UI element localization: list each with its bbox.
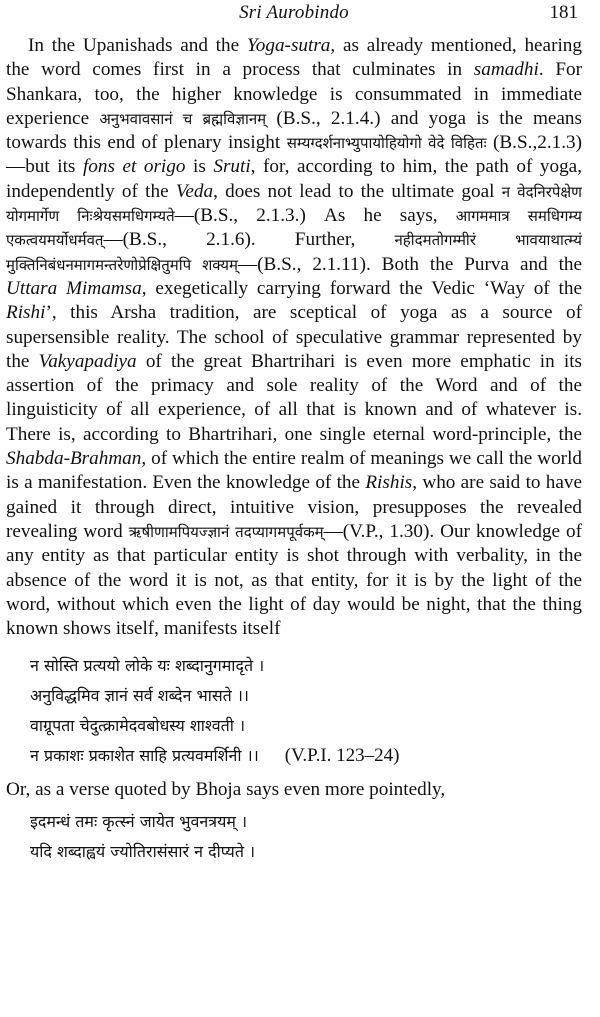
text-span: of the great Bhartrihari is even more emphatic in its assertion of the primacy and sole reality of the Word and of the linguisticity of all experience, of all that is known and of whatever is. There is, according to Bhartrihari, one single eternal word-principle, the — [6, 350, 582, 445]
italic-term: Rishi — [6, 302, 46, 324]
italic-term: fons et origo — [82, 156, 186, 178]
sanskrit-quote: न वेदनिरपेक्षेण योगमार्गेण निःश्रेयसमधिगम्यते — [6, 182, 583, 226]
text-span: , does not lead to the ultimate goal — [213, 180, 502, 202]
sanskrit-verse-block — [30, 651, 582, 771]
text-span: In the Upanishads and the — [28, 35, 247, 56]
verse-text: न प्रकाशः प्रकाशेत साहि प्रत्यवमर्शिनी ।। — [30, 746, 259, 766]
text-span: , who are said to have gained it through direct, intuitive vision, presupposes the revealed revealing word — [6, 472, 582, 542]
text-span: —(B.S., 2.1.3.) As he says, — [174, 205, 456, 227]
sanskrit-quote: सम्यग्दर्शनाभ्युपायोहियोगो वेदे विहितः — [286, 134, 487, 153]
verse-line — [30, 741, 582, 771]
italic-term: Rishis — [365, 472, 413, 494]
text-span: —(B.S., 2.1.11). Both the Purva and the — [237, 253, 583, 275]
text-span: , as already mentioned, hearing the word comes first in a process that culminates in — [6, 35, 582, 81]
text-span: , exegetically carrying forward the Vedic ‘Way of the — [141, 277, 582, 299]
text-span: ’, this Arsha tradition, are sceptical of yoga as a source of supersensible reality. The school of speculative grammar represented by the — [6, 302, 582, 372]
verse-line: न सोस्ति प्रत्ययो लोके यः शब्दानुगमादृते । — [30, 656, 265, 676]
running-title: Sri Aurobindo — [239, 2, 349, 23]
text-span: (B.S., 2.1.4.) and yoga is the means towards this end of plenary insight — [6, 107, 582, 154]
italic-term: Veda — [175, 180, 214, 202]
text-span: . For Shankara, too, the higher knowledge is consummated in immediate experience — [6, 59, 582, 129]
text-span: —(V.P., 1.30). Our knowledge of any entity as that particular entity is shot through with verbality, in the absence of the word it is not, as that entity, for it is by the light of the word, without which even the light of day would be night, that the thing known shows itself, manifests itself — [6, 520, 582, 640]
text-span: , for, according to him, the path of yoga, independently of the — [6, 156, 582, 202]
page-number: 181 — [549, 2, 578, 23]
verse-line: अनुविद्धमिव ज्ञानं सर्व शब्देन भासते ।। — [30, 686, 249, 706]
transition-paragraph: Or, as a verse quoted by Bhoja says even more pointedly, — [6, 779, 446, 801]
italic-term: samadhi — [473, 59, 539, 81]
sanskrit-quote: अनुभवावसानं च ब्रह्मविज्ञानम् — [99, 109, 267, 128]
verse-reference: (V.P.I. 123–24) — [284, 745, 400, 767]
verse-line: इदमन्धं तमः कृत्स्नं जायेत भुवनत्रयम् । — [30, 812, 248, 832]
text-span: —(B.S., 2.1.6). Further, — [103, 229, 395, 251]
sanskrit-quote: आगममात्र समधिगम्य एकत्वयमर्योधर्मवत् — [6, 207, 583, 250]
verse-line: वाग्रूपता चेदुत्क्रामेदवबोधस्य शाश्वती । — [30, 716, 246, 736]
italic-term: Sruti — [213, 156, 251, 178]
bhoja-verse-block — [30, 807, 582, 867]
text-span: , of which the entire realm of meanings we call the world is a manifestation. Even the knowledge of the — [6, 448, 582, 494]
italic-term: Yoga-sutra — [246, 35, 331, 56]
italic-term: Uttara Mimamsa — [6, 277, 142, 299]
text-span: is — [185, 156, 214, 178]
page-header — [6, 0, 582, 28]
verse-line: यदि शब्दाह्वयं ज्योतिरासंसारं न दीप्यते । — [30, 842, 256, 862]
text-span: (B.S.,2.1.3)—but its — [6, 132, 583, 178]
sanskrit-quote: नहीदमतोगम्मीरं भावयाथात्म्यं मुक्तिनिबंधनमागमन्तरेणोप्रेक्षितुमपि शक्यम् — [6, 231, 582, 274]
italic-term: Vakyapadiya — [38, 350, 137, 372]
italic-term: Shabda-Brahman — [6, 448, 142, 470]
main-paragraph — [6, 34, 582, 641]
sanskrit-quote: ऋषीणामपियज्ज्ञानं तदप्यागमपूर्वकम् — [128, 522, 324, 541]
